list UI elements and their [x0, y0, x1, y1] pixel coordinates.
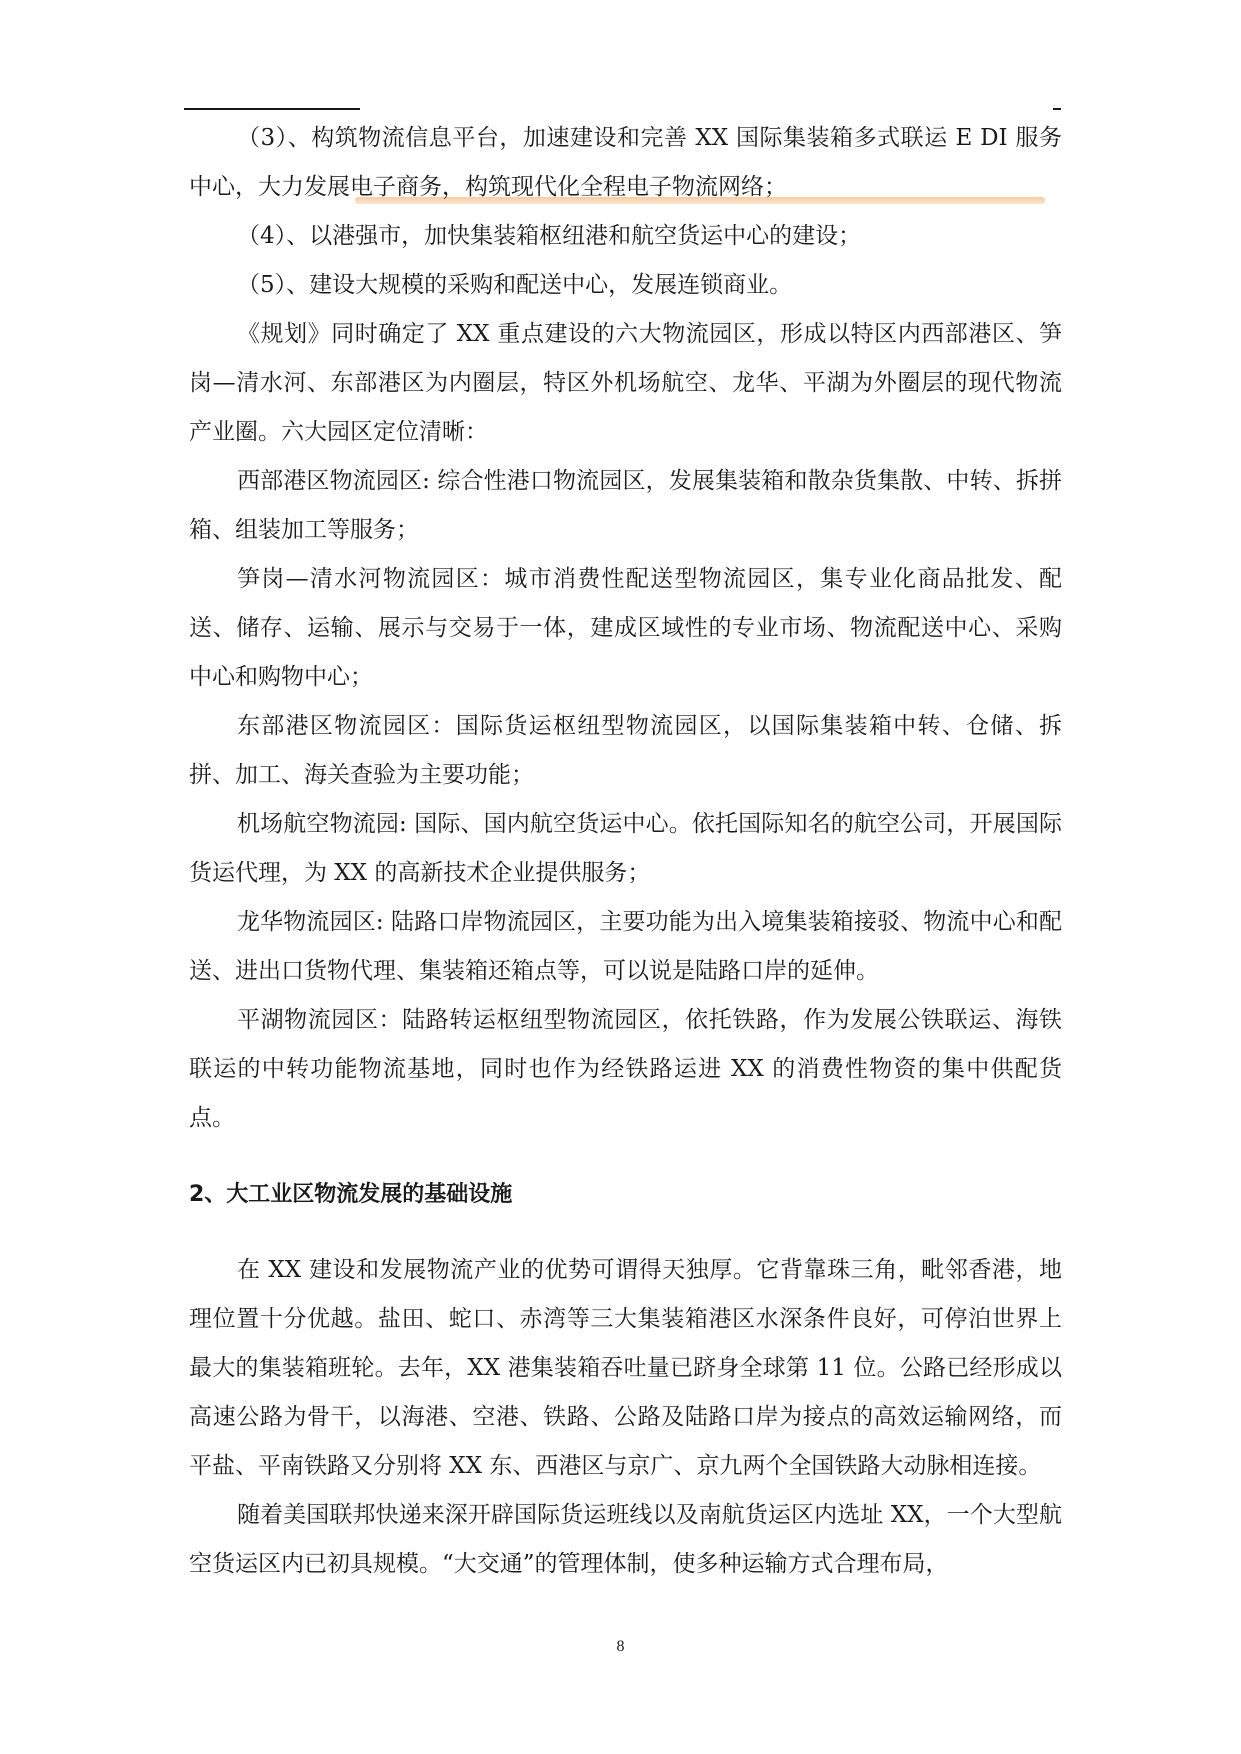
header-rule: [184, 108, 360, 110]
paragraph: 西部港区物流园区: 综合性港口物流园区，发展集装箱和散杂货集散、中转、拆拼箱、组装加工等服务；: [189, 468, 1062, 543]
page-number: 8: [616, 1638, 625, 1655]
paragraph: （3）、构筑物流信息平台，加速建设和完善 XX 国际集装箱多式联运 E DI 服务中心，大力发展电子商务，构筑现代化全程电子物流网络；: [189, 125, 1062, 200]
paragraph: 龙华物流园区: 陆路口岸物流园区，主要功能为出入境集装箱接驳、物流中心和配送、进出口货物代理、集装箱还箱点等，可以说是陆路口岸的延伸。: [189, 909, 1062, 984]
paragraph: 东部港区物流园区：国际货运枢纽型物流园区，以国际集装箱中转、仓储、拆拼、加工、海关查验为主要功能；: [189, 713, 1062, 788]
header-rule-mark: [1053, 108, 1061, 110]
paragraph: 笋岗—清水河物流园区：城市消费性配送型物流园区，集专业化商品批发、配送、储存、运输、展示与交易于一体，建成区域性的专业市场、物流配送中心、采购中心和购物中心；: [189, 566, 1062, 690]
document-body: [189, 114, 1062, 1589]
section-heading: 2、大工业区物流发展的基础设施: [189, 1182, 513, 1207]
paragraph: 在 XX 建设和发展物流产业的优势可谓得天独厚。它背靠珠三角，毗邻香港，地理位置十分优越。盐田、蛇口、赤湾等三大集装箱港区水深条件良好，可停泊世界上最大的集装箱班轮。去年，XX 港集装箱吞吐量已跻身全球第 11 位。公路已经形成以高速公路为骨干，以海港、空港、铁路、公路及陆路口岸为接点的高效运输网络，而平盐、平南铁路又分别将 XX 东、西港区与京广、京九两个全国铁路大动脉相连接。: [189, 1257, 1062, 1479]
paragraph: （5）、建设大规模的采购和配送中心，发展连锁商业。: [237, 272, 793, 298]
paragraph: （4）、以港强市，加快集装箱枢纽港和航空货运中心的建设；: [237, 223, 862, 249]
paragraph: 机场航空物流园: 国际、国内航空货运中心。依托国际知名的航空公司，开展国际货运代理，为 XX 的高新技术企业提供服务；: [189, 811, 1062, 886]
paragraph: 《规划》同时确定了 XX 重点建设的六大物流园区，形成以特区内西部港区、笋岗—清水河、东部港区为内圈层，特区外机场航空、龙华、平湖为外圈层的现代物流产业圈。六大园区定位清晰：: [189, 321, 1062, 445]
paragraph: 随着美国联邦快递来深开辟国际货运班线以及南航货运区内选址 XX，一个大型航空货运区内已初具规模。“大交通”的管理体制，使多种运输方式合理布局，: [189, 1502, 1062, 1577]
paragraph: 平湖物流园区：陆路转运枢纽型物流园区，依托铁路，作为发展公铁联运、海铁联运的中转功能物流基地，同时也作为经铁路运进 XX 的消费性物资的集中供配货点。: [189, 1007, 1062, 1131]
